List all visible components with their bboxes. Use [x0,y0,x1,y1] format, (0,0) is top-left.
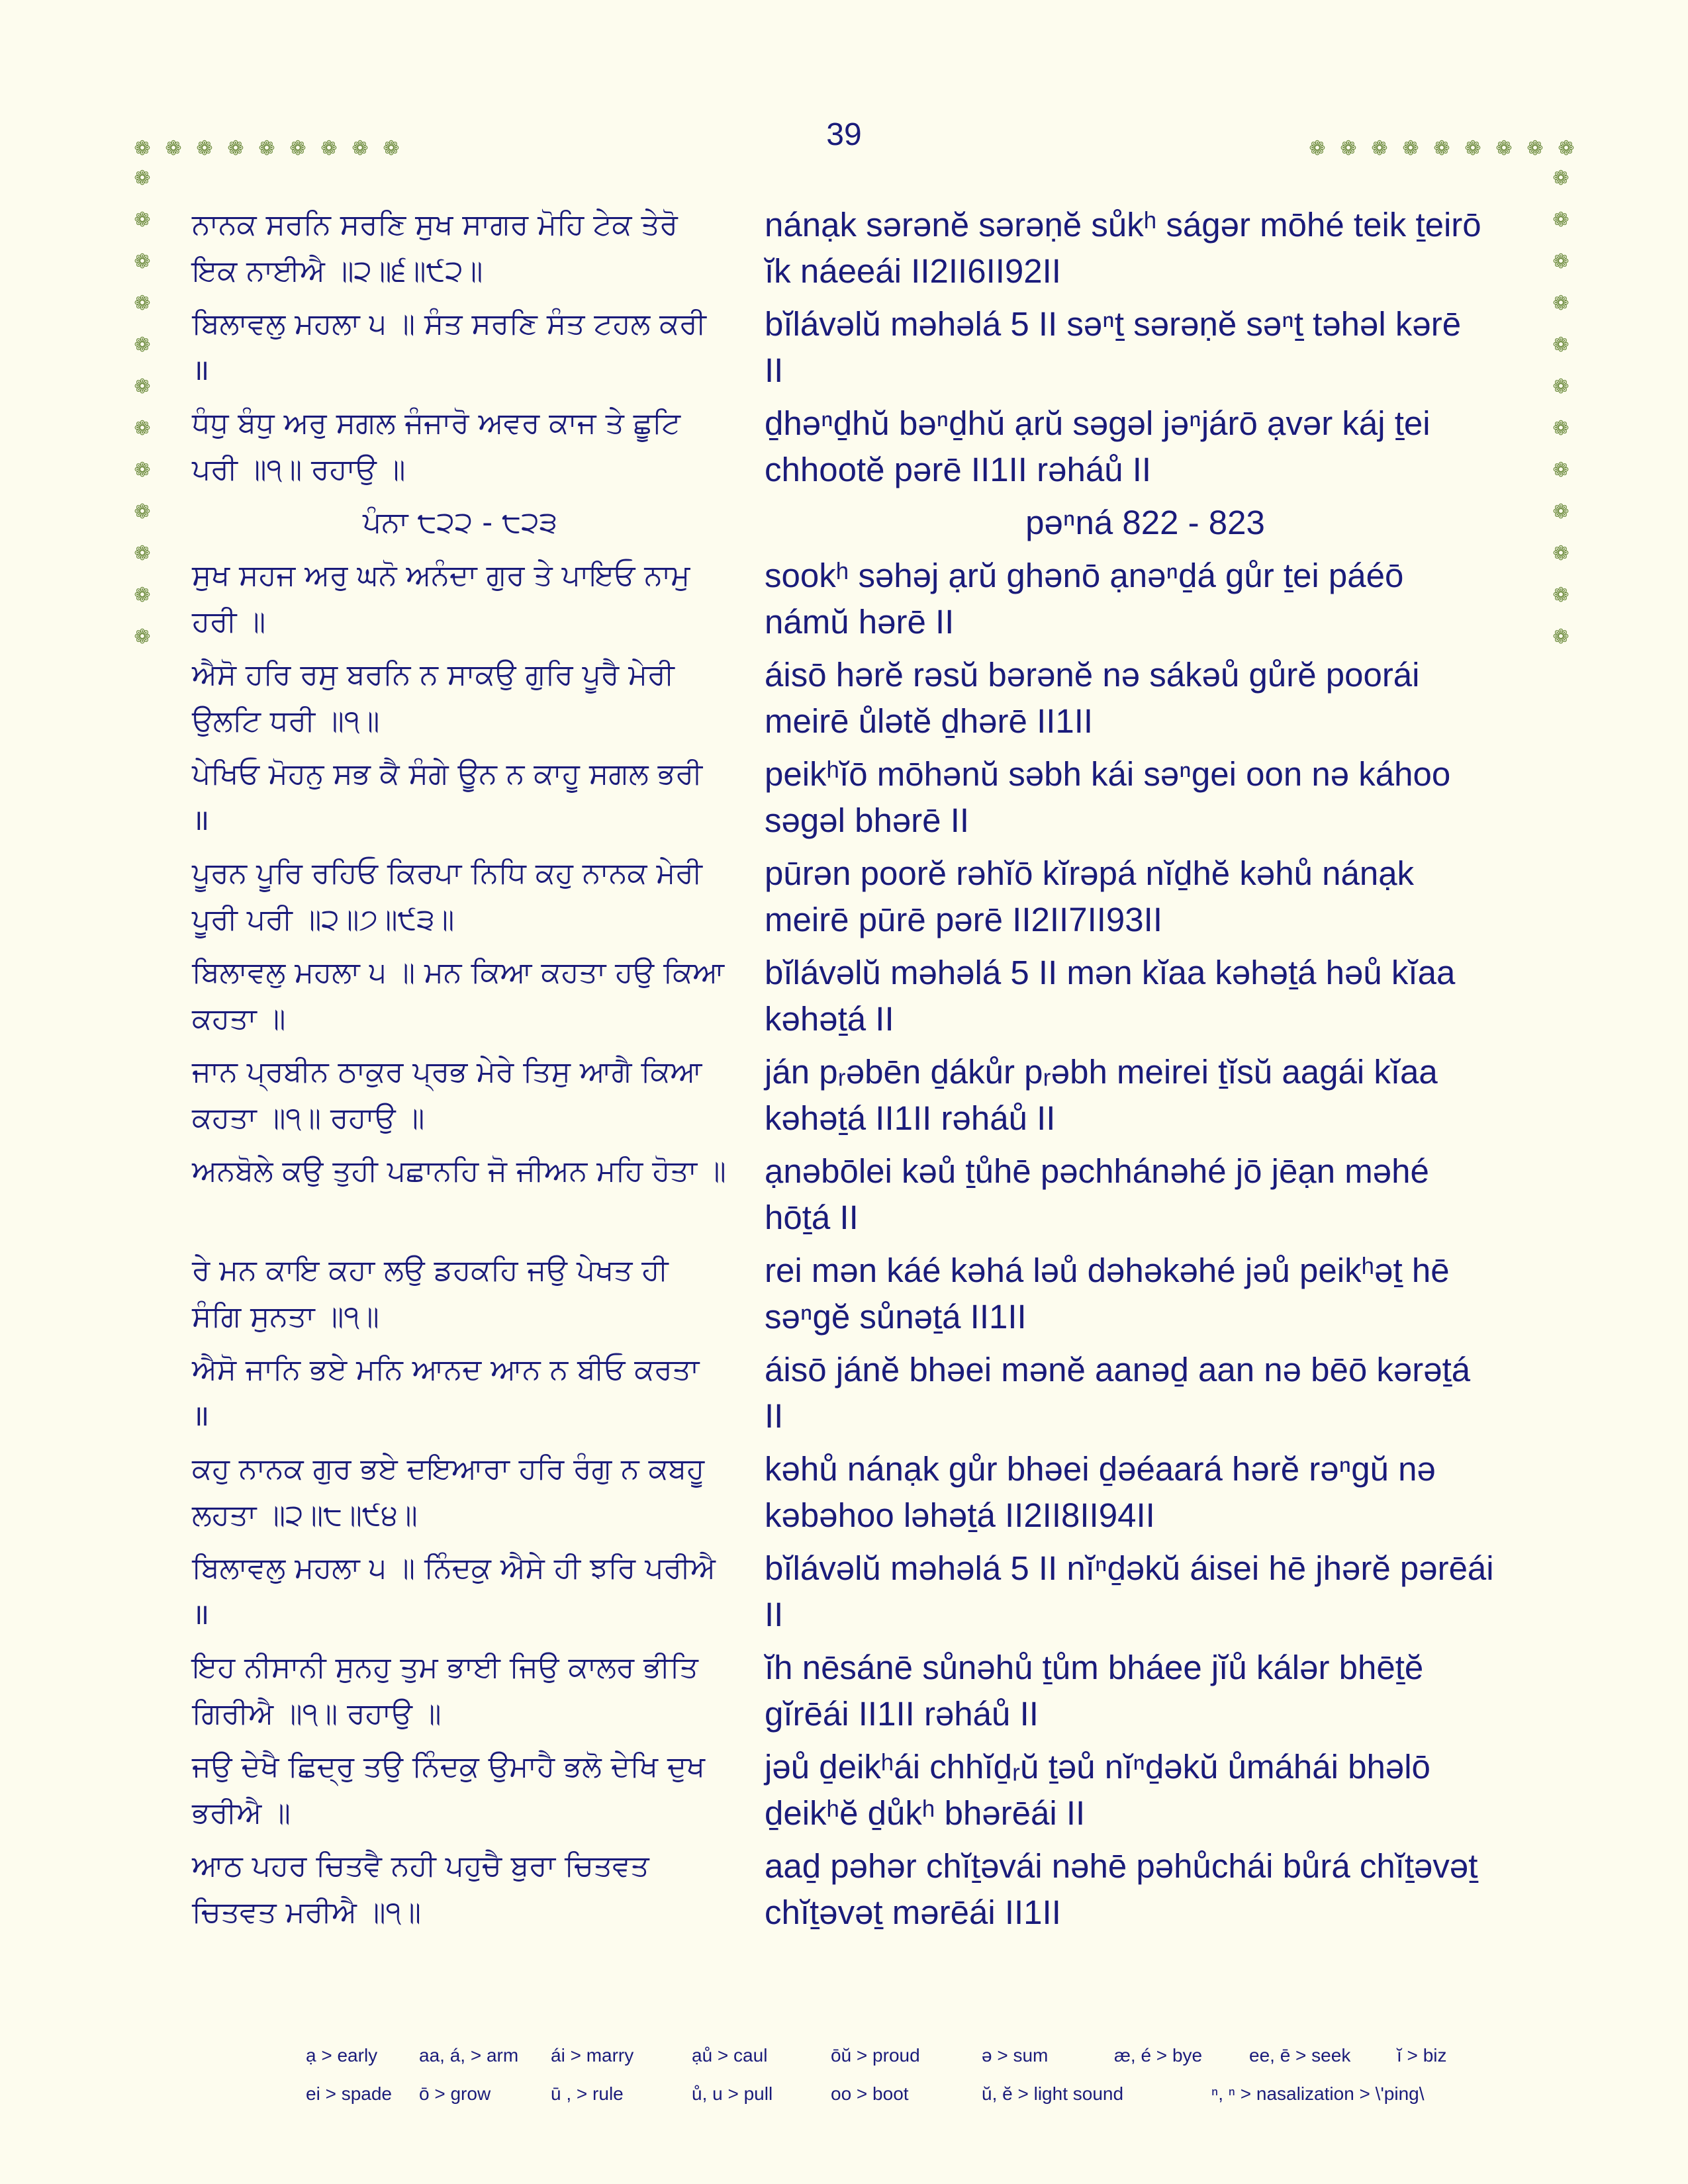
flower-ornament-icon: ❁ [1552,459,1570,482]
flower-ornament-icon: ❁ [1526,137,1544,160]
gurmukhi-text: ਬਿਲਾਵਲੁ ਮਹਲਾ ੫ ॥ ਮਨ ਕਿਆ ਕਹਤਾ ਹਉ ਕਿਆ ਕਹਤਾ ॥ [192,956,725,1036]
flower-ornament-icon: ❁ [134,137,151,160]
legend-item: ee, ē > seek [1249,2045,1351,2066]
page-range-gurmukhi: ਪੰਨਾ ੮੨੨ - ੮੨੩ [363,506,557,539]
flower-ornament-icon: ❁ [352,137,369,160]
gurmukhi-text: ਬਿਲਾਵਲੁ ਮਹਲਾ ੫ ॥ ਨਿੰਦਕੁ ਐਸੇ ਹੀ ਝਰਿ ਪਰੀਐ ॥ [192,1551,716,1631]
legend-item: ái > marry [551,2045,634,2066]
flower-ornament-icon: ❁ [1464,137,1481,160]
flower-ornament-icon: ❁ [134,167,151,190]
legend-item: ŭ, ĕ > light sound [982,2083,1124,2104]
page-range-transliteration: pəⁿná 822 - 823 [1025,504,1265,541]
transliteration-text: bĭlávəlŭ məhəlá 5 II səⁿṯ sərəṇĕ səⁿṯ təhəl kərē II [765,305,1462,389]
flower-ornament-icon: ❁ [289,137,306,160]
transliteration-text: jəů ḏeikʰái chhĭḏᵣŭ ṯəů nĭⁿḏəkŭ ůmáhái bhəlō ḏeikʰĕ ḏůkʰ bhərēái II [765,1748,1430,1832]
gurmukhi-text: ਐਸੋ ਹਰਿ ਰਸੁ ਬਰਨਿ ਨ ਸਾਕਉ ਗੁਰਿ ਪੂਰੈ ਮੇਰੀ ਉਲਟਿ ਧਰੀ ॥੧॥ [192,658,675,738]
flower-ornament-icon: ❁ [134,500,151,523]
flower-ornament-icon: ❁ [383,137,400,160]
legend-item: ō > grow [419,2083,491,2104]
flower-ornament-icon: ❁ [320,137,338,160]
flower-ornament-icon: ❁ [1495,137,1513,160]
flower-ornament-icon: ❁ [1340,137,1357,160]
transliteration-text: rei mən káé kəhá ləů dəhəkəhé jəů peikʰəṯ hē səⁿgĕ sůnəṯá II1II [765,1251,1450,1336]
flower-ornament-icon: ❁ [1552,292,1570,315]
flower-ornament-icon: ❁ [1558,137,1575,160]
flower-ornament-icon: ❁ [134,375,151,398]
flower-ornament-icon: ❁ [1552,625,1570,649]
flower-ornament-icon: ❁ [1552,417,1570,440]
legend-item: ⁿ, ⁿ > nasalization > \'ping\ [1211,2083,1425,2104]
legend-item: oo > boot [831,2083,909,2104]
transliteration-text: áisō hərĕ rəsŭ bərənĕ nə sákəů gůrĕ poorái meirē ůlətĕ ḏhərē II1II [765,656,1420,740]
transliteration-text: ján pᵣəbēn ḏákůr pᵣəbh meirei ṯĭsŭ aagái kĭaa kəhəṯá II1II rəháů II [765,1053,1438,1137]
flower-ornament-icon: ❁ [1552,584,1570,607]
legend-item: ĭ > biz [1397,2045,1447,2066]
gurmukhi-text: ਐਸੋ ਜਾਨਿ ਭਏ ਮਨਿ ਆਨਦ ਆਨ ਨ ਬੀਓ ਕਰਤਾ ॥ [192,1353,700,1433]
transliteration-text: bĭlávəlŭ məhəlá 5 II mən kĭaa kəhəṯá həů kĭaa kəhəṯá II [765,954,1456,1038]
flower-ornament-icon: ❁ [134,292,151,315]
flower-ornament-icon: ❁ [1552,334,1570,357]
legend-item: ạ > early [306,2045,378,2066]
flower-ornament-icon: ❁ [1552,375,1570,398]
legend-item: ei > spade [306,2083,392,2104]
flower-ornament-icon: ❁ [1552,500,1570,523]
gurmukhi-text: ਧੰਧੁ ਬੰਧੁ ਅਰੁ ਸਗਲ ਜੰਜਾਰੋ ਅਵਰ ਕਾਜ ਤੇ ਛੂਟਿ ਪਰੀ ॥੧॥ ਰਹਾਉ ॥ [192,406,681,486]
flower-ornament-icon: ❁ [1552,208,1570,232]
flower-ornament-icon: ❁ [1402,137,1419,160]
flower-ornament-icon: ❁ [227,137,244,160]
flower-ornament-icon: ❁ [134,542,151,565]
flower-ornament-icon: ❁ [134,334,151,357]
legend-item: ū , > rule [551,2083,624,2104]
transliteration-text: áisō jánĕ bhəei mənĕ aanəḏ aan nə bēō kərəṯá II [765,1351,1471,1435]
flower-ornament-icon: ❁ [196,137,213,160]
legend-item: ů, u > pull [692,2083,773,2104]
gurmukhi-text: ਰੇ ਮਨ ਕਾਇ ਕਹਾ ਲਉ ਡਹਕਹਿ ਜਉ ਪੇਖਤ ਹੀ ਸੰਗਿ ਸੁਨਤਾ ॥੧॥ [192,1253,669,1334]
transliteration-text: sookʰ səhəj ạrŭ ghənō ạnəⁿḏá gůr ṯei páéō námŭ hərē II [765,557,1404,641]
flower-ornament-icon: ❁ [1433,137,1450,160]
transliteration-text: ḏhəⁿḏhŭ bəⁿḏhŭ ạrŭ səgəl jəⁿjárō ạvər káj ṯei chhootĕ pərē II1II rəháů II [765,404,1430,488]
flower-ornament-icon: ❁ [1552,167,1570,190]
flower-ornament-icon: ❁ [1552,542,1570,565]
transliteration-text: aaḏ pəhər chĭṯəvái nəhē pəhůchái bůrá chĭṯəvəṯ chĭṯəvəṯ mərēái II1II [765,1847,1478,1931]
gurmukhi-text: ਸੁਖ ਸਹਜ ਅਰੁ ਘਨੋ ਅਨੰਦਾ ਗੁਰ ਤੇ ਪਾਇਓ ਨਾਮੁ ਹਰੀ ॥ [192,559,690,639]
gurmukhi-text: ਪੇਖਿਓ ਮੋਹਨੁ ਸਭ ਕੈ ਸੰਗੇ ਊਨ ਨ ਕਾਹੂ ਸਗਲ ਭਰੀ ॥ [192,757,703,837]
gurmukhi-text: ਜਾਨ ਪ੍ਰਬੀਨ ਠਾਕੁਰ ਪ੍ਰਭ ਮੇਰੇ ਤਿਸੁ ਆਗੈ ਕਿਆ ਕਹਤਾ ॥੧॥ ਰਹਾਉ ॥ [192,1055,702,1135]
flower-ornament-icon: ❁ [1309,137,1326,160]
transliteration-text: pūrən poorĕ rəhĭō kĭrəpá nĭḏhĕ kəhů nánạk meirē pūrē pərē II2II7II93II [765,854,1415,938]
flower-ornament-icon: ❁ [134,250,151,273]
flower-ornament-icon: ❁ [165,137,182,160]
gurmukhi-text: ਬਿਲਾਵਲੁ ਮਹਲਾ ੫ ॥ ਸੰਤ ਸਰਣਿ ਸੰਤ ਟਹਲ ਕਰੀ ॥ [192,307,706,387]
flower-ornament-icon: ❁ [134,208,151,232]
flower-ornament-icon: ❁ [134,625,151,649]
transliteration-text: ạnəbōlei kəů ṯůhē pəchhánəhé jō jēạn məhé hōṯá II [765,1152,1429,1236]
flower-ornament-icon: ❁ [258,137,275,160]
gurmukhi-text: ਅਨਬੋਲੇ ਕਉ ਤੁਹੀ ਪਛਾਨਹਿ ਜੋ ਜੀਅਨ ਮਹਿ ਹੋਤਾ ॥ [192,1154,726,1188]
legend-item: aa, á, > arm [419,2045,519,2066]
flower-ornament-icon: ❁ [134,584,151,607]
legend-item: æ, é > bye [1114,2045,1203,2066]
gurmukhi-text: ਇਹ ਨੀਸਾਨੀ ਸੁਨਹੁ ਤੁਮ ਭਾਈ ਜਿਉ ਕਾਲਰ ਭੀਤਿ ਗਿਰੀਐ ॥੧॥ ਰਹਾਉ ॥ [192,1651,698,1731]
transliteration-text: ĭh nēsánē sůnəhů ṯům bháee jĭů kálər bhēṯĕ gĭrēái II1II rəháů II [765,1649,1424,1733]
legend-item: ōŭ > proud [831,2045,920,2066]
transliteration-text: kəhů nánạk gůr bhəei ḏəéaará hərĕ rəⁿgŭ nə kəbəhoo ləhəṯá II2II8II94II [765,1450,1436,1534]
flower-ornament-icon: ❁ [1371,137,1388,160]
gurmukhi-text: ਕਹੁ ਨਾਨਕ ਗੁਰ ਭਏ ਦਇਆਰਾ ਹਰਿ ਰੰਗੁ ਨ ਕਬਹੂ ਲਹਤਾ ॥੨॥੮॥੯੪॥ [192,1452,705,1532]
flower-ornament-icon: ❁ [1552,250,1570,273]
flower-ornament-icon: ❁ [134,459,151,482]
legend-item: ə > sum [982,2045,1049,2066]
gurmukhi-text: ਆਠ ਪਹਰ ਚਿਤਵੈ ਨਹੀ ਪਹੁਚੈ ਬੁਰਾ ਚਿਤਵਤ ਚਿਤਵਤ ਮਰੀਐ ॥੧॥ [192,1849,649,1929]
legend-item: ạů > caul [692,2045,768,2066]
page-number: 39 [826,117,862,152]
transliteration-text: nánạk sərənĕ sərəṇĕ sůkʰ ságər mōhé teik ṯeirō ĭk náeeái II2II6II92II [765,206,1481,290]
transliteration-text: peikʰĭō mōhənŭ səbh kái səⁿgei oon nə káhoo səgəl bhərē II [765,755,1451,839]
gurmukhi-text: ਨਾਨਕ ਸਰਨਿ ਸਰਣਿ ਸੁਖ ਸਾਗਰ ਮੋਹਿ ਟੇਕ ਤੇਰੋ ਇਕ ਨਾਈਐ ॥੨॥੬॥੯੨॥ [192,208,678,288]
gurmukhi-text: ਪੂਰਨ ਪੂਰਿ ਰਹਿਓ ਕਿਰਪਾ ਨਿਧਿ ਕਹੁ ਨਾਨਕ ਮੇਰੀ ਪੂਰੀ ਪਰੀ ॥੨॥੭॥੯੩॥ [192,856,702,936]
gurmukhi-text: ਜਉ ਦੇਖੈ ਛਿਦ੍ਰੁ ਤਉ ਨਿੰਦਕੁ ਉਮਾਹੈ ਭਲੋ ਦੇਖਿ ਦੁਖ ਭਰੀਐ ॥ [192,1750,705,1830]
flower-ornament-icon: ❁ [134,417,151,440]
transliteration-text: bĭlávəlŭ məhəlá 5 II nĭⁿḏəkŭ áisei hē jhərĕ pərēái II [765,1549,1494,1633]
